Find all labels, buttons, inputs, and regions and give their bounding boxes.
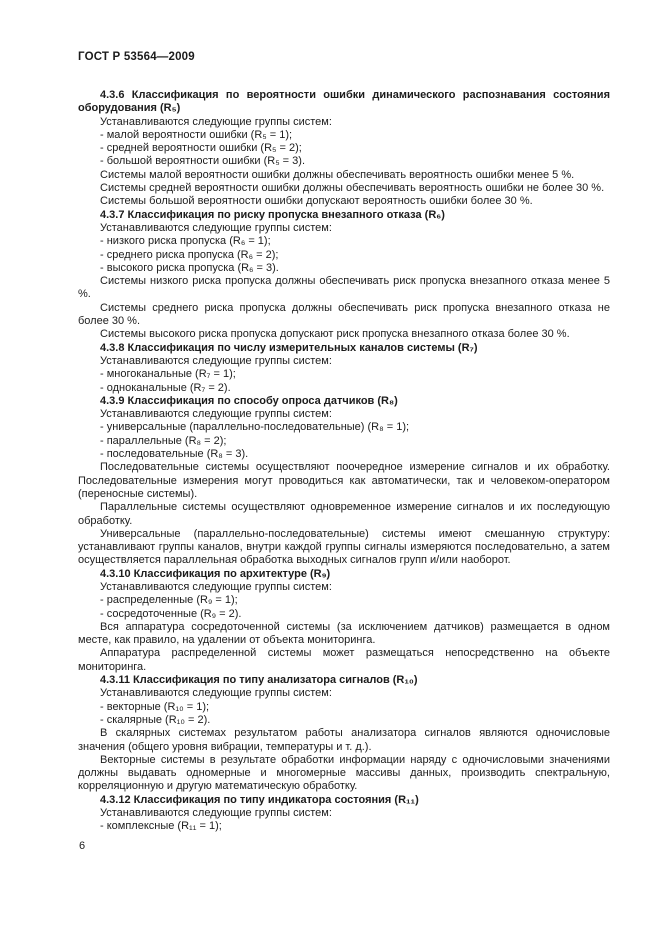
paragraph: Устанавливаются следующие группы систем: <box>100 354 332 367</box>
paragraph: Системы среднего риска пропуска должны обеспечивать риск пропуска внезапного отказа не более 30 %. <box>78 301 610 328</box>
document-standard-number: ГОСТ Р 53564—2009 <box>78 51 195 63</box>
list-item: - распределенные (R₉ = 1); <box>100 594 238 607</box>
list-item: - низкого риска пропуска (R₆ = 1); <box>100 235 271 248</box>
paragraph: Устанавливаются следующие группы систем: <box>100 687 332 700</box>
list-item: - параллельные (R₈ = 2); <box>100 434 227 447</box>
paragraph: Системы низкого риска пропуска должны обеспечивать риск пропуска внезапного отказа менее 5 %. <box>78 275 610 301</box>
paragraph: Устанавливаются следующие группы систем: <box>100 408 332 421</box>
section-heading: 4.3.10 Классификация по архитектуре (R₉) <box>100 567 331 580</box>
section-heading: 4.3.6 Классификация по вероятности ошибки динамического распознавания состояния оборудования (R₅) <box>78 89 610 115</box>
section-heading: 4.3.8 Классификация по числу измерительных каналов системы (R₇) <box>100 341 478 354</box>
list-item: - многоканальные (R₇ = 1); <box>100 368 236 381</box>
list-item: - большой вероятности ошибки (R₅ = 3). <box>100 155 305 168</box>
paragraph: Устанавливаются следующие группы систем: <box>100 807 332 820</box>
paragraph: Системы средней вероятности ошибки должны обеспечивать вероятность ошибки не более 30 %. <box>100 182 605 195</box>
list-item: - среднего риска пропуска (R₆ = 2); <box>100 248 279 261</box>
list-item: - скалярные (R₁₀ = 2). <box>100 713 211 726</box>
list-item: - векторные (R₁₀ = 1); <box>100 700 210 713</box>
list-item: - универсальные (параллельно-последовательные) (R₈ = 1); <box>100 421 410 434</box>
list-item: - средней вероятности ошибки (R₅ = 2); <box>100 142 302 155</box>
paragraph: Векторные системы в результате обработки информации наряду с одночисловыми значениями должны выдавать одномерные и многомерные массивы данных, производить спектральную, корреляционную и другую математическую обработку. <box>78 753 610 793</box>
paragraph: Аппаратура распределенной системы может размещаться непосредственно на объекте мониторинга. <box>78 647 610 673</box>
paragraph: Системы высокого риска пропуска допускают риск пропуска внезапного отказа более 30 %. <box>100 328 570 341</box>
section-heading: 4.3.7 Классификация по риску пропуска внезапного отказа (R₆) <box>100 208 445 221</box>
document-body <box>78 89 610 834</box>
page-number: 6 <box>79 840 86 852</box>
list-item: - одноканальные (R₇ = 2). <box>100 381 231 394</box>
list-item: - высокого риска пропуска (R₆ = 3). <box>100 261 279 274</box>
paragraph: Последовательные системы осуществляют поочередное измерение сигналов и их обработку. Последовательные измерения могут проводиться как автоматически, так и человеком-оператором (переносные системы). <box>78 461 610 500</box>
paragraph: Устанавливаются следующие группы систем: <box>100 580 332 593</box>
paragraph: Системы большой вероятности ошибки допускают вероятность ошибки более 30 %. <box>100 195 533 208</box>
paragraph: В скалярных системах результатом работы анализатора сигналов являются одночисловые значения (общего уровня вибрации, температуры и т. д.). <box>78 727 610 753</box>
paragraph: Устанавливаются следующие группы систем: <box>100 221 332 234</box>
paragraph: Параллельные системы осуществляют одновременное измерение сигналов и их последующую обработку. <box>78 501 610 527</box>
paragraph: Универсальные (параллельно-последовательные) системы имеют смешанную структуру: устанавливают группы каналов, внутри каждой группы сигналы измеряются последовательно, а затем осуществляется параллельная обработка выходных сигналов групп и/или наоборот. <box>78 527 610 567</box>
section-heading: 4.3.9 Классификация по способу опроса датчиков (R₈) <box>100 394 398 407</box>
paragraph: Системы малой вероятности ошибки должны обеспечивать вероятность ошибки менее 5 %. <box>100 168 575 181</box>
section-heading: 4.3.11 Классификация по типу анализатора сигналов (R₁₀) <box>100 674 418 687</box>
paragraph: Вся аппаратура сосредоточенной системы (за исключением датчиков) размещается в одном месте, как правило, на удалении от объекта мониторинга. <box>78 620 610 647</box>
list-item: - малой вероятности ошибки (R₅ = 1); <box>100 128 293 141</box>
list-item: - сосредоточенные (R₉ = 2). <box>100 607 242 620</box>
list-item: - комплексные (R₁₁ = 1); <box>100 820 222 833</box>
list-item: - последовательные (R₈ = 3). <box>100 448 249 461</box>
paragraph: Устанавливаются следующие группы систем: <box>100 115 332 128</box>
section-heading: 4.3.12 Классификация по типу индикатора состояния (R₁₁) <box>100 793 419 806</box>
